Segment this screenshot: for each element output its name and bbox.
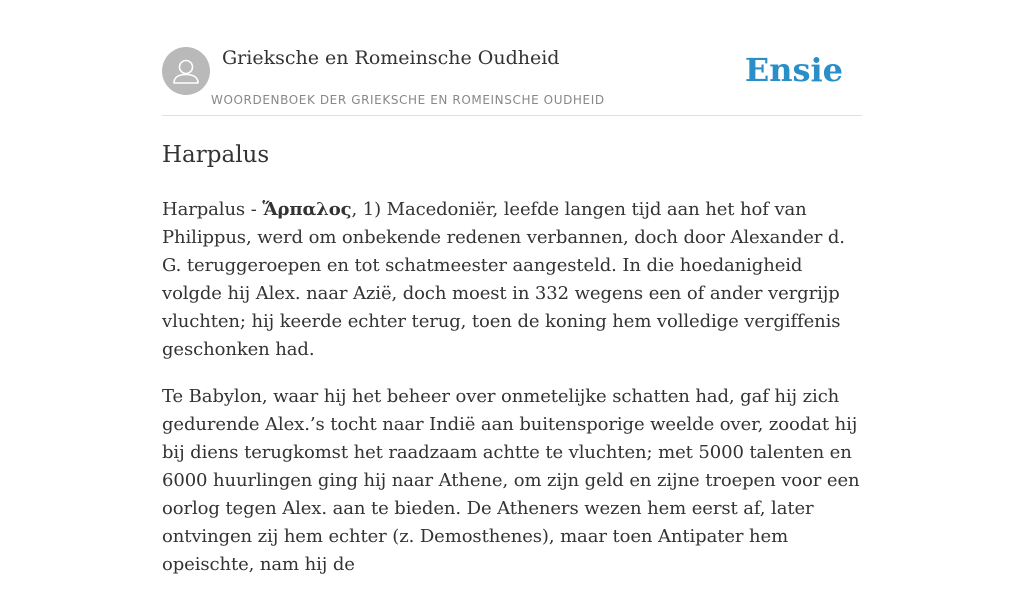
paragraph-lead: Harpalus - — [162, 199, 263, 220]
article — [162, 138, 862, 598]
site-subtitle: WOORDENBOEK DER GRIEKSCHE EN ROMEINSCHE OUDHEID — [211, 93, 605, 107]
paragraph-text: Te Babylon, waar hij het beheer over onmetelijke schatten had, gaf hij zich gedurende Alex.’s tocht naar Indië aan buitensporige weelde over, zoodat hij bij diens terugkomst het raadzaam achtte te vluchten; met 5000 talenten en 6000 huurlingen ging hij naar Athene, om zijn geld en zijne troepen voor een oorlog tegen Alex. aan te bieden. De Atheners wezen hem eerst af, later ontvingen zij hem echter (z. Demosthenes), maar toen Antipater hem opeischte, nam hij de — [162, 386, 860, 575]
user-icon — [162, 47, 210, 95]
article-paragraph — [162, 196, 862, 364]
brand-logo[interactable]: Ensie — [744, 51, 843, 89]
article-paragraph — [162, 383, 862, 579]
paragraph-text: , 1) Macedoniër, leefde langen tijd aan het hof van Philippus, werd om onbekende redenen verbannen, doch door Alexander d. G. teruggeroepen en tot schatmeester aangesteld. In die hoedanigheid volgde hij Alex. naar Azië, doch moest in 332 wegens een of ander vergrijp vluchten; hij keerde echter terug, toen de koning hem volledige vergiffenis geschonken had. — [162, 199, 845, 360]
header — [162, 46, 862, 116]
greek-term: Ἅρπαλος — [262, 199, 352, 220]
article-title: Harpalus — [162, 142, 270, 168]
avatar[interactable] — [162, 47, 210, 95]
site-title[interactable]: Grieksche en Romeinsche Oudheid — [222, 47, 560, 69]
